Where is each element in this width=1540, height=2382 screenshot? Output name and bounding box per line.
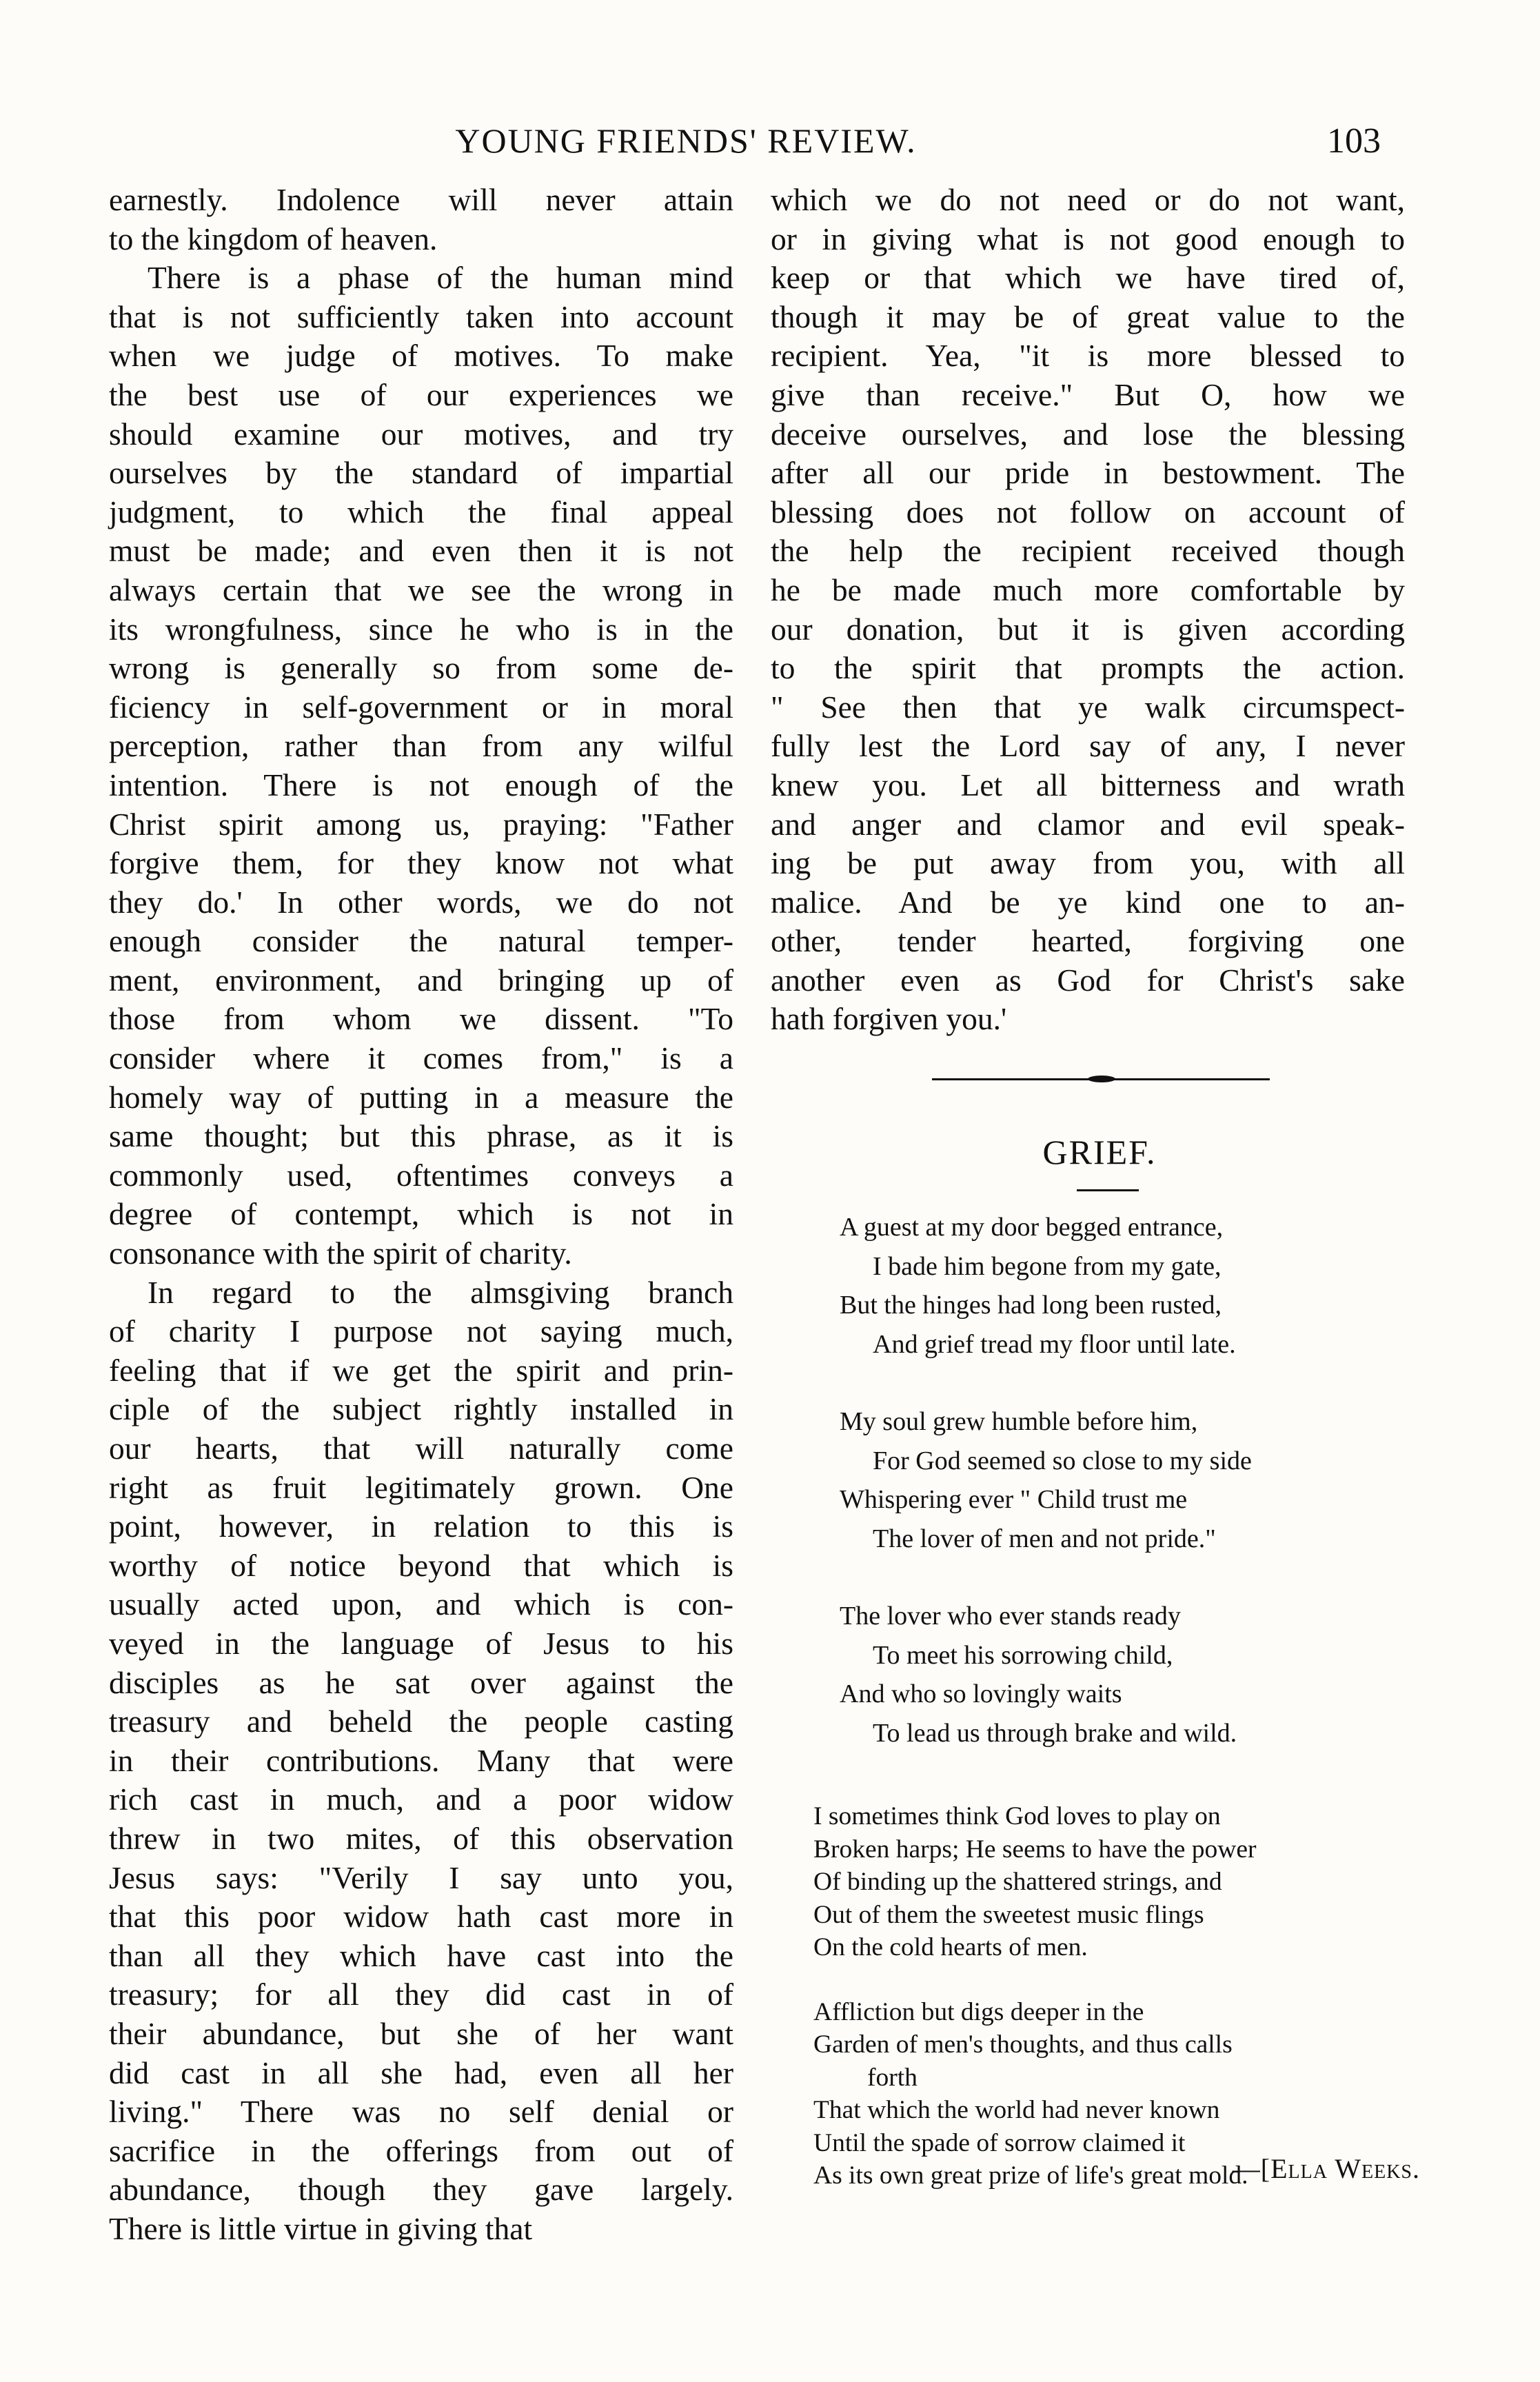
text-line: In regard to the almsgiving branch bbox=[148, 1274, 733, 1310]
poem-stanza bbox=[840, 1208, 1391, 1364]
poem-line: I bade him begone from my gate, bbox=[873, 1251, 1222, 1281]
text-line: living." There was no self denial or bbox=[109, 2094, 733, 2130]
text-line: to the kingdom of heaven. bbox=[109, 221, 438, 256]
text-line: of charity I purpose not saying much, bbox=[109, 1313, 733, 1349]
poem-attribution: —[Ella Weeks. bbox=[1232, 2153, 1420, 2184]
section-divider bbox=[932, 1076, 1270, 1082]
text-line: they do.' In other words, we do not bbox=[109, 884, 733, 920]
text-line: ment, environment, and bringing up of bbox=[109, 962, 733, 998]
text-line: did cast in all she had, even all her bbox=[109, 2055, 733, 2090]
poem-stanza bbox=[840, 1597, 1391, 1753]
text-line: ing be put away from you, with all bbox=[771, 845, 1405, 881]
text-line: earnestly. Indolence will never attain bbox=[109, 182, 733, 217]
verse-line: Out of them the sweetest music flings bbox=[813, 1900, 1204, 1929]
text-line: that is not sufficiently taken into account bbox=[109, 299, 733, 334]
text-line: after all our pride in bestowment. The bbox=[771, 455, 1405, 491]
page-number: 103 bbox=[1327, 121, 1381, 161]
text-line: their abundance, but she of her want bbox=[109, 2015, 733, 2051]
text-line: worthy of notice beyond that which is bbox=[109, 1547, 733, 1583]
text-line: threw in two mites, of this observation bbox=[109, 1820, 733, 1856]
text-line: must be made; and even then it is not bbox=[109, 533, 733, 569]
text-line: those from whom we dissent. "To bbox=[109, 1001, 733, 1037]
text-line: There is little virtue in giving that bbox=[109, 2210, 533, 2246]
text-line: than all they which have cast into the bbox=[109, 1937, 733, 1973]
left-column bbox=[109, 181, 733, 2248]
text-line: homely way of putting in a measure the bbox=[109, 1079, 733, 1115]
text-line: knew you. Let all bitterness and wrath bbox=[771, 767, 1405, 803]
text-line: Christ spirit among us, praying: "Father bbox=[109, 806, 733, 842]
text-line: our hearts, that will naturally come bbox=[109, 1431, 733, 1466]
text-line: when we judge of motives. To make bbox=[109, 338, 733, 374]
text-line: to the spirit that prompts the action. bbox=[771, 650, 1405, 686]
text-line: perception, rather than from any wilful bbox=[109, 728, 733, 764]
text-line: malice. And be ye kind one to an- bbox=[771, 884, 1405, 920]
text-line: deceive ourselves, and lose the blessing bbox=[771, 416, 1405, 452]
poem-line: But the hinges had long been rusted, bbox=[840, 1291, 1222, 1320]
verse-line: forth bbox=[867, 2063, 918, 2092]
poem-line: And who so lovingly waits bbox=[840, 1679, 1122, 1708]
text-line: judgment, to which the final appeal bbox=[109, 494, 733, 529]
text-line: our donation, but it is given according bbox=[771, 611, 1405, 647]
text-line: he be made much more comfortable by bbox=[771, 572, 1405, 607]
right-column bbox=[771, 181, 1405, 1039]
text-line: There is a phase of the human mind bbox=[148, 260, 733, 296]
text-line: rich cast in much, and a poor widow bbox=[109, 1782, 733, 1817]
text-line: ourselves by the standard of impartial bbox=[109, 455, 733, 491]
text-line: wrong is generally so from some de- bbox=[109, 650, 733, 686]
poem-line: To meet his sorrowing child, bbox=[873, 1640, 1173, 1670]
text-line: ciple of the subject rightly installed in bbox=[109, 1391, 733, 1427]
text-line: veyed in the language of Jesus to his bbox=[109, 1625, 733, 1661]
text-line: Jesus says: "Verily I say unto you, bbox=[109, 1859, 733, 1895]
text-line: treasury; for all they did cast in of bbox=[109, 1977, 733, 2012]
text-line: blessing does not follow on account of bbox=[771, 494, 1405, 529]
verse-line: On the cold hearts of men. bbox=[813, 1933, 1088, 1961]
verse-line: Affliction but digs deeper in the bbox=[813, 1997, 1144, 2026]
text-line: should examine our motives, and try bbox=[109, 416, 733, 452]
text-line: enough consider the natural temper- bbox=[109, 923, 733, 959]
text-line: keep or that which we have tired of, bbox=[771, 260, 1405, 296]
text-line: feeling that if we get the spirit and prin- bbox=[109, 1352, 733, 1388]
text-line: its wrongfulness, since he who is in the bbox=[109, 611, 733, 647]
text-line: always certain that we see the wrong in bbox=[109, 572, 733, 607]
text-line: another even as God for Christ's sake bbox=[771, 962, 1405, 998]
poem-line: A guest at my door begged entrance, bbox=[840, 1213, 1224, 1242]
poem-line: And grief tread my floor until late. bbox=[873, 1329, 1236, 1359]
text-line: though it may be of great value to the bbox=[771, 299, 1405, 334]
text-line: the help the recipient received though bbox=[771, 533, 1405, 569]
text-line: consonance with the spirit of charity. bbox=[109, 1235, 572, 1271]
divider-ornament bbox=[1088, 1076, 1115, 1082]
text-line: the best use of our experiences we bbox=[109, 376, 733, 412]
text-line: in their contributions. Many that were bbox=[109, 1742, 733, 1778]
verse-line: Of binding up the shattered strings, and bbox=[813, 1868, 1222, 1896]
verse-line: That which the world had never known bbox=[813, 2096, 1220, 2124]
text-line: sacrifice in the offerings from out of bbox=[109, 2132, 733, 2168]
text-line: that this poor widow hath cast more in bbox=[109, 1899, 733, 1935]
poem-line: The lover of men and not pride." bbox=[873, 1524, 1216, 1553]
text-line: disciples as he sat over against the bbox=[109, 1664, 733, 1700]
running-title: YOUNG FRIENDS' REVIEW. bbox=[455, 121, 917, 160]
text-line: commonly used, oftentimes conveys a bbox=[109, 1157, 733, 1193]
text-line: and anger and clamor and evil speak- bbox=[771, 806, 1405, 842]
text-line: fully lest the Lord say of any, I never bbox=[771, 728, 1405, 764]
text-line: forgive them, for they know not what bbox=[109, 845, 733, 881]
text-line: hath forgiven you.' bbox=[771, 1001, 1007, 1037]
poem-line: To lead us through brake and wild. bbox=[873, 1718, 1237, 1748]
text-line: right as fruit legitimately grown. One bbox=[109, 1469, 733, 1505]
verse-line: Garden of men's thoughts, and thus calls bbox=[813, 2030, 1233, 2059]
text-line: which we do not need or do not want, bbox=[771, 182, 1405, 217]
poem-line: My soul grew humble before him, bbox=[840, 1407, 1198, 1436]
verse-block bbox=[813, 1800, 1420, 1964]
verse-line: I sometimes think God loves to play on bbox=[813, 1802, 1221, 1830]
text-line: other, tender hearted, forgiving one bbox=[771, 923, 1405, 959]
text-line: " See then that ye walk circumspect- bbox=[771, 689, 1405, 725]
poem-line: Whispering ever " Child trust me bbox=[840, 1485, 1188, 1514]
verse-line: Broken harps; He seems to have the power bbox=[813, 1835, 1257, 1864]
text-line: ficiency in self-government or in moral bbox=[109, 689, 733, 725]
title-rule bbox=[1077, 1189, 1139, 1191]
text-line: consider where it comes from," is a bbox=[109, 1040, 733, 1076]
poem-line: The lover who ever stands ready bbox=[840, 1602, 1181, 1631]
text-line: usually acted upon, and which is con- bbox=[109, 1586, 733, 1622]
text-line: intention. There is not enough of the bbox=[109, 767, 733, 803]
poem-title: GRIEF. bbox=[1042, 1133, 1157, 1171]
text-line: same thought; but this phrase, as it is bbox=[109, 1118, 733, 1154]
text-line: abundance, though they gave largely. bbox=[109, 2172, 733, 2208]
poem-line: For God seemed so close to my side bbox=[873, 1446, 1252, 1475]
poem-stanza bbox=[840, 1402, 1391, 1558]
text-line: point, however, in relation to this is bbox=[109, 1508, 733, 1544]
page-header bbox=[0, 121, 1540, 169]
text-line: treasury and beheld the people casting bbox=[109, 1704, 733, 1739]
verse-line: Until the spade of sorrow claimed it bbox=[813, 2128, 1186, 2157]
text-line: give than receive." But O, how we bbox=[771, 376, 1405, 412]
verse-line: As its own great prize of life's great mold. bbox=[813, 2161, 1248, 2190]
poem-stanzas bbox=[840, 1208, 1391, 1791]
text-line: degree of contempt, which is not in bbox=[109, 1196, 733, 1232]
text-line: or in giving what is not good enough to bbox=[771, 221, 1405, 256]
text-line: recipient. Yea, "it is more blessed to bbox=[771, 338, 1405, 374]
